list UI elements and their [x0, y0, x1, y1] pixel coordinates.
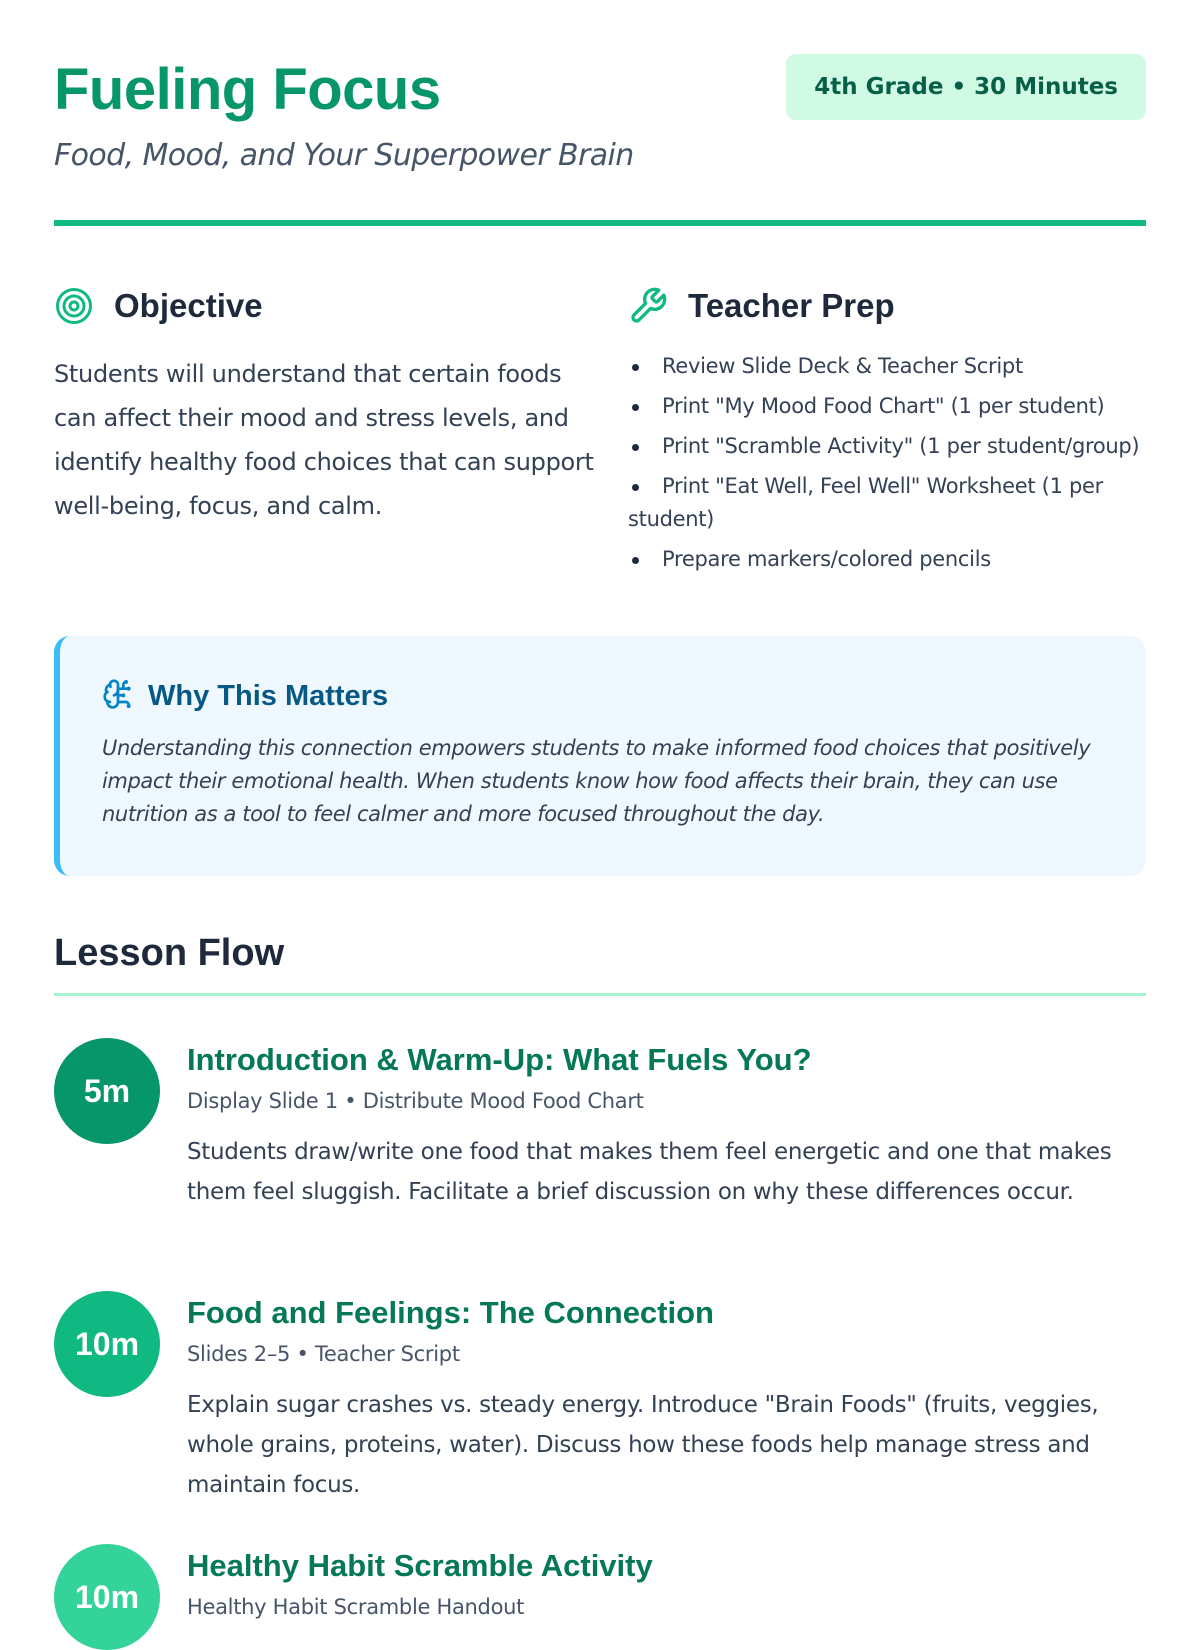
step-meta: Healthy Habit Scramble Handout: [187, 1595, 525, 1619]
page-title: Fueling Focus: [54, 57, 441, 122]
header-divider: [54, 220, 1146, 226]
objective-section: [54, 280, 594, 528]
header: [54, 50, 1146, 230]
lesson-flow-title: Lesson Flow: [54, 932, 285, 974]
brain-icon: [102, 678, 134, 714]
step-meta: Slides 2–5 • Teacher Script: [187, 1342, 460, 1366]
step-body: [187, 1291, 1147, 1505]
step-title: Healthy Habit Scramble Activity: [187, 1548, 653, 1583]
why-this-matters-title: Why This Matters: [148, 679, 389, 712]
teacher-prep-list: [628, 350, 1148, 576]
list-item: Prepare markers/colored pencils: [628, 543, 1148, 576]
step-duration-circle: 10m: [54, 1291, 160, 1397]
why-this-matters-header: [102, 676, 388, 716]
objective-text: Students will understand that certain foods can affect their mood and stress levels, and identify healthy food choices that can support well-being, focus, and calm.: [54, 360, 594, 520]
grade-duration-badge: 4th Grade • 30 Minutes: [786, 54, 1146, 120]
step-meta: Display Slide 1 • Distribute Mood Food Chart: [187, 1089, 644, 1113]
teacher-prep-header: [628, 280, 1148, 332]
objective-title: Objective: [114, 287, 263, 324]
step-title: Food and Feelings: The Connection: [187, 1295, 714, 1330]
step-duration-circle: 5m: [54, 1038, 160, 1144]
teacher-prep-section: [628, 280, 1148, 583]
target-icon: [54, 286, 94, 326]
step-description: Explain sugar crashes vs. steady energy. Introduce "Brain Foods" (fruits, veggies, whole grains, proteins, water). Discuss how these foods help manage stress and maintain focus.: [187, 1392, 1099, 1498]
why-this-matters-text: Understanding this connection empowers students to make informed food choices that positively impact their emotional health. When students know how food affects their brain, they can use nutrition as a tool to feel calmer and more focused throughout the day.: [102, 736, 1091, 826]
step-description: Students draw/write one food that makes them feel energetic and one that makes them feel sluggish. Facilitate a brief discussion on why these differences occur.: [187, 1139, 1112, 1205]
list-item: Print "Eat Well, Feel Well" Worksheet (1 per student): [628, 470, 1148, 536]
why-this-matters-callout: [54, 636, 1146, 876]
objective-header: [54, 280, 594, 332]
step-duration-circle: 10m: [54, 1544, 160, 1650]
step-title: Introduction & Warm-Up: What Fuels You?: [187, 1042, 812, 1077]
list-item: Review Slide Deck & Teacher Script: [628, 350, 1148, 383]
wrench-icon: [628, 286, 668, 326]
step-body: [187, 1544, 1147, 1638]
list-item: Print "Scramble Activity" (1 per student/group): [628, 430, 1148, 463]
teacher-prep-title: Teacher Prep: [688, 287, 895, 324]
list-item: Print "My Mood Food Chart" (1 per student): [628, 390, 1148, 423]
step-body: [187, 1038, 1147, 1212]
lesson-flow-divider: [54, 993, 1146, 996]
page-subtitle: Food, Mood, and Your Superpower Brain: [54, 138, 634, 173]
